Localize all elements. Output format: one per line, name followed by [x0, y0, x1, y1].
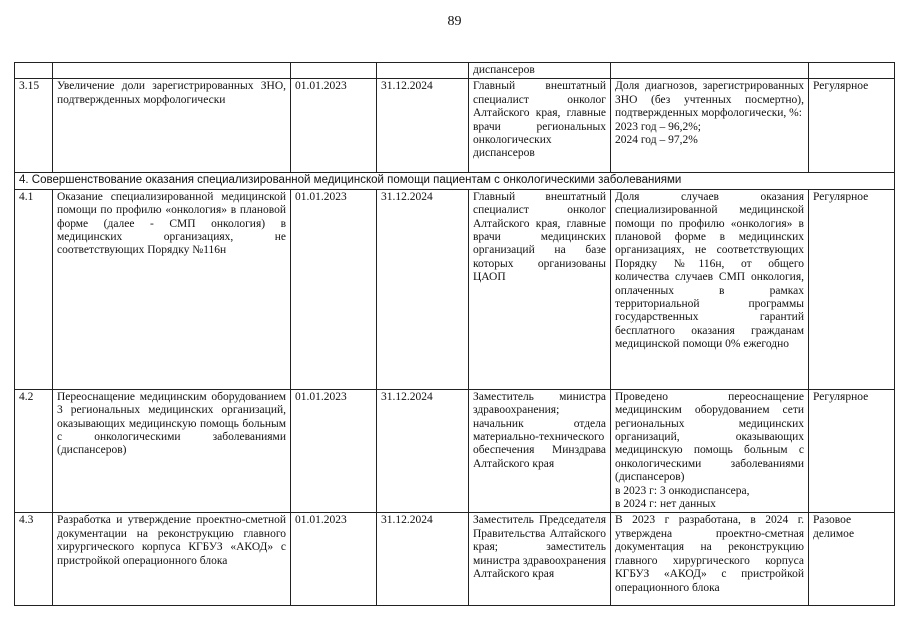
cell-start	[291, 63, 377, 79]
cell-type	[809, 63, 895, 79]
cell-start: 01.01.2023	[291, 389, 377, 513]
cell-action: Увеличение доли зарегистрированных ЗНО, подтвержденных морфологически	[53, 79, 291, 173]
table-row	[15, 189, 895, 389]
cell-result: Проведено переоснащение медицинским оборудованием сети региональных медицинских организаций, оказывающих медицинскую помощь больным с онкологическими заболеваниями (диспансеров) в 2023 г: 3 онкодиспансера, в 2024 г: нет данных	[611, 389, 809, 513]
cell-num: 4.3	[15, 513, 53, 606]
cell-type: Регулярное	[809, 79, 895, 173]
cell-end: 31.12.2024	[377, 189, 469, 389]
cell-executor: Главный внештатный специалист онколог Алтайского края, главные врачи медицинских организаций на базе которых организованы ЦАОП	[469, 189, 611, 389]
cell-end: 31.12.2024	[377, 389, 469, 513]
cell-executor: диспансеров	[469, 63, 611, 79]
cell-action: Разработка и утверждение проектно-сметной документации на реконструкцию главного хирургического корпуса КГБУЗ «АКОД» с пристройкой операционного блока	[53, 513, 291, 606]
section-heading: 4. Совершенствование оказания специализированной медицинской помощи пациентам с онкологическими заболеваниями	[15, 173, 895, 189]
cell-end: 31.12.2024	[377, 513, 469, 606]
cell-end	[377, 63, 469, 79]
cell-executor: Заместитель министра здравоохранения; начальник отдела материально-технического обеспечения Минздрава Алтайского края	[469, 389, 611, 513]
cell-num: 4.2	[15, 389, 53, 513]
cell-type: Регулярное	[809, 189, 895, 389]
table-row	[15, 79, 895, 173]
table-row	[15, 513, 895, 606]
cell-executor: Главный внештатный специалист онколог Алтайского края, главные врачи региональных онкологических диспансеров	[469, 79, 611, 173]
cell-result: Доля случаев оказания специализированной медицинской помощи по профилю «онкология» в плановой форме в медицинских организациях, не соответствующих Порядку №116н, от общего количества случаев СМП онкология, оплаченных в рамках территориальной программы государственных гарантий бесплатного оказания гражданам медицинской помощи 0% ежегодно	[611, 189, 809, 389]
cell-type: Регулярное	[809, 389, 895, 513]
table-row-continued	[15, 63, 895, 79]
cell-result	[611, 63, 809, 79]
cell-result: В 2023 г разработана, в 2024 г. утверждена проектно-сметная документация на реконструкцию главного хирургического корпуса КГБУЗ «АКОД» с пристройкой операционного блока	[611, 513, 809, 606]
cell-type: Разовое делимое	[809, 513, 895, 606]
cell-result: Доля диагнозов, зарегистрированных ЗНО (без учтенных посмертно), подтвержденных морфологически, %: 2023 год – 96,2%; 2024 год – 97,2%	[611, 79, 809, 173]
cell-end: 31.12.2024	[377, 79, 469, 173]
cell-action: Оказание специализированной медицинской помощи по профилю «онкология» в плановой форме (далее - СМП онкология) в медицинских организациях, не соответствующих Порядку №116н	[53, 189, 291, 389]
cell-action: Переоснащение медицинским оборудованием 3 региональных медицинских организаций, оказывающих медицинскую помощь больным с онкологическими заболеваниями (диспансеров)	[53, 389, 291, 513]
cell-executor: Заместитель Председателя Правительства Алтайского края; заместитель министра здравоохранения Алтайского края	[469, 513, 611, 606]
cell-num	[15, 63, 53, 79]
section-heading-row	[15, 173, 895, 189]
action-plan-table	[14, 62, 895, 606]
cell-num: 4.1	[15, 189, 53, 389]
table-row	[15, 389, 895, 513]
cell-action	[53, 63, 291, 79]
page-number: 89	[447, 14, 462, 29]
cell-start: 01.01.2023	[291, 189, 377, 389]
cell-start: 01.01.2023	[291, 79, 377, 173]
cell-num: 3.15	[15, 79, 53, 173]
cell-start: 01.01.2023	[291, 513, 377, 606]
